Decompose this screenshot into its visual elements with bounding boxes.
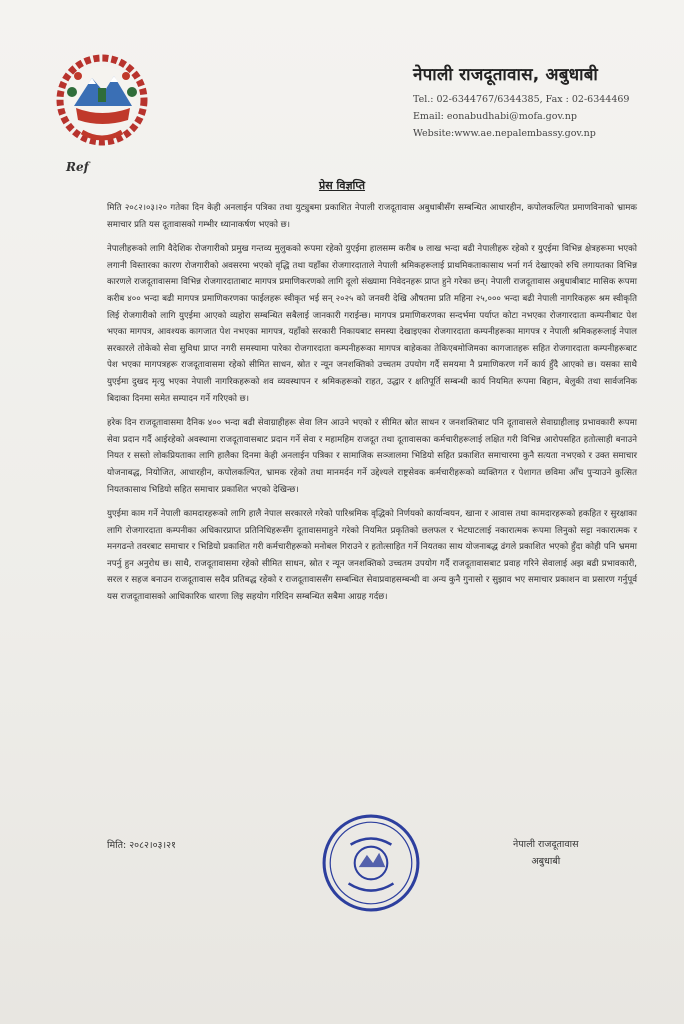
contact-website: Website:www.ae.nepalembassy.gov.np xyxy=(413,128,596,139)
ref-label: Ref xyxy=(66,160,89,174)
signature-block xyxy=(513,836,579,870)
press-release-title: प्रेस विज्ञप्ति xyxy=(318,179,366,192)
letter-body xyxy=(107,200,637,614)
contact-tel: Tel.: 02-6344767/6344385, Fax : 02-6344469 xyxy=(413,94,630,105)
contact-email: Email: eonabudhabi@mofa.gov.np xyxy=(413,111,577,122)
paragraph-3: हरेक दिन राजदूतावासमा दैनिक ४०० भन्दा बढी सेवाग्राहीहरू सेवा लिन आउने भएको र सीमित स्रोत साधन र जनशक्तिबाट पनि दूतावासले सेवाग्राहीलाइ प्रभावकारी रूपमा सेवा प्रदान गर्दै आईरहेको अवस्थामा राजदूतावासबाट प्रदान गर्ने सेवा र महामहिम राजदूत तथा दूतावासका कर्मचारीहरूलाई लक्षित गरी विभिन्न आरोपसहित हतोत्साही बनाउने नियत र सस्तो लोकप्रियताका लागि हालैका दिनमा केही अनलाईन पत्रिका र सामाजिक सञ्जालमा भिडियो सहित प्रकाशित समाचारमा कुनै सत्यता नभएको र उक्त समाचार योजनाबद्ध, नियोजित, आधारहीन, कपोलकल्पित, भ्रामक रहेको तथा मानमर्दन गर्ने उद्देश्यले राष्ट्रसेवक कर्मचारीहरूको व्यक्तिगत र पेशागत छविमा आँच पुऱ्याउने कुत्सित नियतकासाथ भिडियो सहित समाचार प्रकाशित भएको देखिन्छ। xyxy=(107,418,637,495)
signature-line-1: नेपाली राजदूतावास xyxy=(513,839,579,850)
letter-date: मिति: २०८२।०३।२१ xyxy=(107,840,176,851)
paragraph-1: मिति २०८२।०३।२० गतेका दिन केही अनलाईन पत्रिका तथा युट्युबमा प्रकाशित नेपाली राजदूतावास अबुधाबीसँग सम्बन्धित आधारहीन, कपोलकल्पित प्रमाणविनाको भ्रामक समाचार प्रति यस दूतावासको गम्भीर ध्यानाकर्षण भएको छ। xyxy=(107,203,637,230)
embassy-name: नेपाली राजदूतावास, अबुधाबी xyxy=(413,65,599,85)
embassy-seal-icon xyxy=(320,812,422,914)
nepal-emblem-icon xyxy=(52,48,152,148)
paragraph-4: युएईमा काम गर्ने नेपाली कामदारहरूको लागि हालै नेपाल सरकारले गरेको पारिश्रमिक वृद्धिको निर्णयको कार्यान्वयन, खाना र आवास तथा कामदारहरूको हकहित र सुरक्षाका लागि रोजगारदाता कम्पनीका अधिकारप्राप्त प्रतिनिधिहरूसँग दूतावासमाहुने गरेको नियमित प्रकृतिको छलफल र भेटघाटलाई नकारात्मक रूपमा लिनुको सट्टा नकारात्मक र मनगढन्ते तवरबाट समाचार र भिडियो प्रकाशित गरी कर्मचारीहरूको मनोबल गिराउने र हतोत्साहित गर्ने नियतका साथ योजनाबद्ध ढंगले प्रकाशित भएको हुँदा कोही पनि भ्रममा नपर्नु हुन अनुरोध छ। साथै, राजदूतावासमा रहेको सीमित साधन, स्रोत र न्यून जनशक्तिको उच्चतम उपयोग गर्दै राजदूतावासबाट प्रवाह गरिने सेवालाई अझ बढी प्रभावकारी, सरल र सहज बनाउन राजदूतावास सदैव प्रतिबद्ध रहेको र राजदूतावाससँग सम्बन्धित सेवाप्रवाहसम्बन्धी वा अन्य कुनै गुनासो र सुझाव भए समाचार प्रकाशन वा प्रसारण गर्नुपूर्व यस राजदूतावासको आधिकारिक धारणा लिइ सहयोग गरिदिन सम्बन्धित सबैमा आग्रह गर्दछ। xyxy=(107,509,637,603)
letterhead xyxy=(413,62,673,142)
signature-line-2: अबुधाबी xyxy=(531,856,561,867)
paragraph-2: नेपालीहरूको लागि वैदेशिक रोजगारीको प्रमुख गन्तव्य मुलुकको रूपमा रहेको युएईमा हालसम्म करीब ७ लाख भन्दा बढी नेपालीहरू रहेको र युएईमा विभिन्न क्षेत्रहरूमा भएको लगानी विस्तारका कारण रोजगारीको अवसरमा भएको वृद्धि तथा यहाँका रोजगारदाताले नेपाली श्रमिकहरूलाई प्राथमिकताकासाथ भर्ना गर्न देखाएको रुचि लगायतका विभिन्न कारणले राजदूतावासमा विभिन्न रोजगारदाताबाट मागपत्र प्रमाणिकरणको लागि दूलो संख्यामा निवेदनहरू प्राप्त हुने गरेका छन्। नेपाली राजदूतावास अबुधाबीबाट मासिक रूपमा करीब ४०० भन्दा बढी मागपत्र प्रमाणिकरणका फाईलहरू स्वीकृत भई सन् २०२५ को जनवरी देखि औषतमा प्रति महिना २५,००० भन्दा बढी नेपाली नागरिकहरू श्रम स्वीकृति लिई रोजगारीको लागि युएईमा आएको व्यहोरा सम्बन्धित सबैलाई जानकारी गराईन्छ। मागपत्र प्रमाणिकरणका सन्दर्भमा पर्याप्त कोटा नभएका रोजगारदाता कम्पनीबाट पेश भएका मागपत्र, आवश्यक कागजात पेश नभएका मागपत्र, यहाँको सरकारी निकायबाट समस्या देखाइएका रोजगारदाता कम्पनीहरूका मागपत्र र नेपाली श्रमिकहरूलाई नेपाल सरकारले तोकेको सेवा सुविधा प्राप्त नगरी समस्यामा पारेका रोजगारदाता कम्पनीहरूका मागपत्र बाहेकका तेकिएबमोजिमका कागजातहरू सहित रोजगारदाता कम्पनीहरूबाट पेश भएका मागपत्रहरू राजदूतावासमा रहेको सीमित साधन, स्रोत र न्यून जनशक्तिको उच्चतम उपयोग गर्दै समयमा नै प्रमाणिकरण गर्ने कार्य हुँदै आएको छ। यसका साथै युएईमा दुखद मृत्यु भएका नेपाली नागरिकहरूको शव व्यवस्थापन र श्रमिकहरूको राहत, उद्धार र क्षतिपूर्ति सम्बन्धी कार्य नियमित रूपमा बिहान, बेलुकी तथा सार्वजनिक बिदाका दिनमा समेत सम्पादन गर्ने गरिएको छ। xyxy=(107,244,637,404)
